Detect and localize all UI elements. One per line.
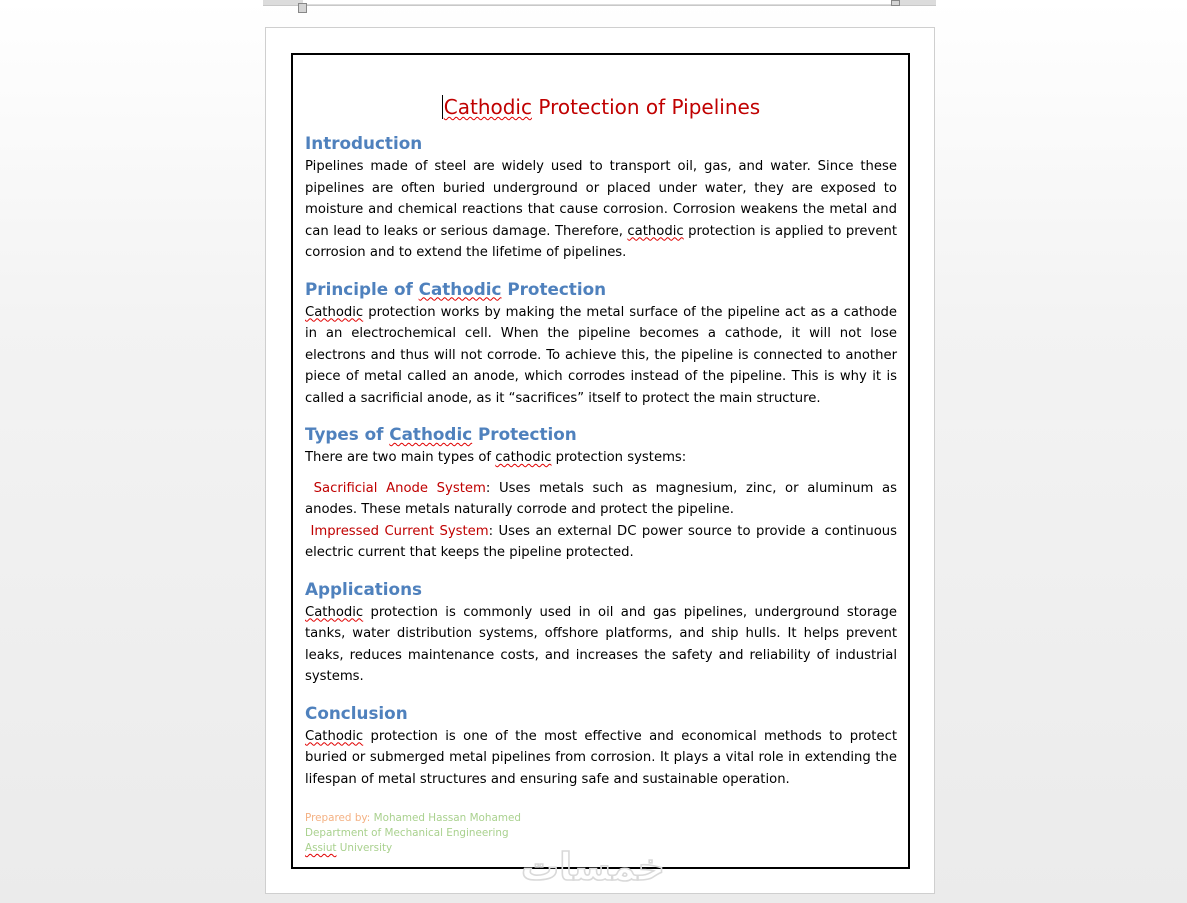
spelling-flag[interactable]: cathodic bbox=[495, 450, 552, 465]
university-line: Assiut University bbox=[305, 842, 393, 854]
author-name: Mohamed Hassan Mohamed bbox=[370, 812, 521, 824]
paragraph-types-intro: There are two main types of cathodic protection systems: bbox=[305, 450, 687, 465]
title-rest: Protection of Pipelines bbox=[532, 95, 761, 119]
title-word-cathodic: Cathodic bbox=[443, 95, 532, 119]
type-item-impressed: Impressed Current System: Uses an external DC power source to provide a continuous electric current that keeps the pipeline protected. bbox=[305, 523, 897, 560]
watermark-text: خمسات bbox=[521, 846, 665, 886]
heading-applications: Applications bbox=[305, 578, 423, 599]
heading-principle: Principle of Cathodic Protection bbox=[305, 278, 607, 299]
paragraph-conclusion: Cathodic protection is one of the most effective and economical methods to protect buried or submerged metal pipelines from corrosion. It plays a vital role in extending the lifespan of metal structures and ensuring safe and sustainable operation. bbox=[305, 728, 897, 787]
type-label-sacrificial: Sacrificial Anode System bbox=[313, 480, 486, 496]
prepared-by-label: Prepared by: bbox=[305, 812, 371, 824]
ruler-text-area bbox=[303, 0, 896, 4]
text-cursor bbox=[442, 95, 443, 119]
type-label-impressed: Impressed Current System bbox=[310, 523, 489, 539]
paragraph-principle: Cathodic protection works by making the metal surface of the pipeline act as a cathode in an electrochemical cell. When the pipeline becomes a cathode, it will not lose electrons and thus will not corrode. To achieve this, the pipeline is connected to another piece of metal called an anode, which corrodes instead of the pipeline. This is why it is called a sacrificial anode, as it “sacrifices” itself to protect the main structure. bbox=[305, 304, 897, 406]
document-title[interactable] bbox=[305, 90, 897, 124]
department-line: Department of Mechanical Engineering bbox=[305, 827, 509, 839]
spelling-flag[interactable]: Cathodic bbox=[305, 604, 364, 620]
left-indent-marker[interactable] bbox=[298, 3, 307, 13]
prepared-by-block bbox=[305, 811, 521, 856]
spelling-flag[interactable]: Cathodic bbox=[418, 278, 502, 299]
spelling-flag[interactable]: cathodic bbox=[627, 223, 684, 239]
type-item-sacrificial: Sacrificial Anode System: Uses metals such as magnesium, zinc, or aluminum as anodes. These metals naturally corrode and protect the pipeline. bbox=[305, 480, 897, 517]
watermark-logo bbox=[520, 846, 666, 886]
paragraph-introduction: Pipelines made of steel are widely used to transport oil, gas, and water. Since these pipelines are often buried underground or placed under water, they are exposed to moisture and chemical reactions that cause corrosion. Corrosion weakens the metal and can lead to leaks or serious damage. Therefore, cathodic protection is applied to prevent corrosion and to extend the lifetime of pipelines. bbox=[305, 159, 897, 260]
paragraph-applications: Cathodic protection is commonly used in oil and gas pipelines, underground storage tanks, water distribution systems, offshore platforms, and ship hulls. It helps prevent leaks, reduces maintenance costs, and increases the safety and reliability of industrial systems. bbox=[305, 604, 897, 684]
horizontal-ruler[interactable] bbox=[263, 0, 936, 6]
heading-types: Types of Cathodic Protection bbox=[305, 424, 577, 444]
right-indent-marker[interactable] bbox=[891, 0, 900, 6]
prepared-by-line bbox=[305, 811, 521, 826]
spelling-flag[interactable]: Cathodic bbox=[305, 304, 364, 320]
document-body[interactable] bbox=[305, 90, 897, 802]
heading-conclusion: Conclusion bbox=[305, 702, 408, 723]
spelling-flag[interactable]: Cathodic bbox=[305, 728, 364, 744]
spelling-flag[interactable]: Assiut bbox=[305, 842, 337, 854]
heading-introduction: Introduction bbox=[305, 133, 423, 153]
spelling-flag[interactable]: Cathodic bbox=[389, 424, 473, 444]
